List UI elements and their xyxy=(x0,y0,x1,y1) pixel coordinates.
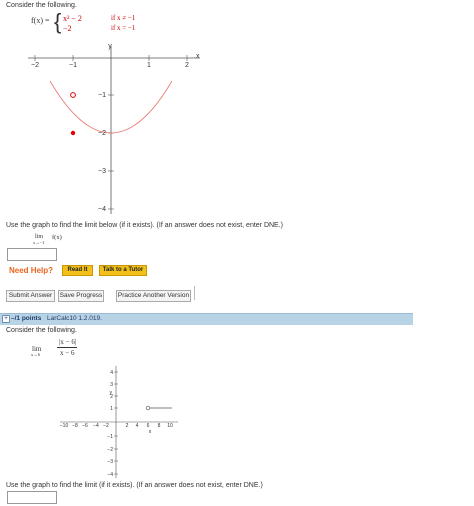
q1-answer-input[interactable] xyxy=(7,248,57,261)
q2-x-axis-label: x xyxy=(148,429,152,435)
q1-limit-expr: f(x) xyxy=(52,234,62,241)
piece1-cond: if x ≠ −1 xyxy=(111,14,136,22)
q1-x-tick: 2 xyxy=(185,62,189,69)
submit-answer-button[interactable]: Submit Answer xyxy=(6,290,55,302)
q2-x-tick: 8 xyxy=(157,423,161,429)
q2-x-tick: −4 xyxy=(93,423,99,429)
q2-y-tick: −4 xyxy=(107,472,113,478)
q2-reference: LarCalc10 1.2.019. xyxy=(47,315,102,322)
piecewise-brace: { xyxy=(54,9,62,34)
q2-answer-input[interactable] xyxy=(7,491,57,504)
piece1-expr: x² − 2 xyxy=(63,14,82,23)
q1-intro: Consider the following. xyxy=(6,2,77,9)
q2-x-tick: −10 xyxy=(59,423,69,429)
piece2-cond: if x = −1 xyxy=(111,24,136,32)
piece2-expr: −2 xyxy=(63,24,72,33)
q1-y-tick: −3 xyxy=(98,168,106,175)
save-progress-button[interactable]: Save Progress xyxy=(58,290,104,302)
q1-instruction: Use the graph to find the limit below (if it exists). (If an answer does not exist, enter DNE.) xyxy=(6,222,284,229)
need-help-title: Need Help? xyxy=(9,266,54,275)
fraction-bar xyxy=(57,347,77,348)
q2-y-axis-label: y xyxy=(109,390,112,396)
q2-x-tick: 2 xyxy=(125,423,129,429)
q1-x-tick: −2 xyxy=(31,62,39,69)
expand-icon[interactable]: + xyxy=(2,315,10,323)
q2-numerator: |x − 6| xyxy=(59,338,77,346)
q2-limit-sub: x→6 xyxy=(31,352,40,357)
q2-x-tick: −2 xyxy=(103,423,109,429)
divider xyxy=(194,286,195,300)
q2-x-tick: 4 xyxy=(135,423,139,429)
q2-y-tick: −2 xyxy=(107,447,113,453)
q1-y-tick: −2 xyxy=(98,130,106,137)
q1-limit-sub: x→−1 xyxy=(33,240,45,245)
q2-y-tick: −3 xyxy=(107,459,113,465)
function-label: f(x) = xyxy=(31,16,50,25)
q2-denominator: x − 6 xyxy=(60,349,75,357)
talk-to-tutor-button[interactable]: Talk to a Tutor xyxy=(99,265,147,276)
q2-instruction: Use the graph to find the limit (if it exists). (If an answer does not exist, enter DNE.) xyxy=(6,482,263,489)
q2-y-tick: 1 xyxy=(110,406,113,412)
q1-x-tick: −1 xyxy=(69,62,77,69)
q2-y-tick: −1 xyxy=(107,434,113,440)
q1-filled-point xyxy=(71,131,75,135)
q1-limit-word: lim xyxy=(35,234,44,240)
q2-upper-open-point xyxy=(146,406,150,410)
q2-x-tick: 10 xyxy=(167,423,173,429)
read-it-button[interactable]: Read It xyxy=(62,265,93,276)
q2-y-tick: 4 xyxy=(110,370,113,376)
q1-x-tick: 1 xyxy=(147,62,151,69)
q2-limit-word: lim xyxy=(32,345,42,353)
q2-points: –/1 points xyxy=(11,315,42,322)
q1-open-point xyxy=(71,93,76,98)
q2-intro: Consider the following. xyxy=(6,327,77,334)
q1-y-tick: −4 xyxy=(98,206,106,213)
q2-x-tick: −8 xyxy=(72,423,78,429)
q2-x-tick: −6 xyxy=(82,423,88,429)
q1-y-tick: −1 xyxy=(98,92,106,99)
q2-y-tick: 2 xyxy=(110,394,113,400)
q1-y-axis-label: y xyxy=(108,43,112,50)
practice-another-version-button[interactable]: Practice Another Version xyxy=(116,290,191,302)
q2-x-tick: 6 xyxy=(146,423,150,429)
q2-y-tick: 3 xyxy=(110,382,113,388)
q1-x-axis-label: x xyxy=(196,53,200,60)
